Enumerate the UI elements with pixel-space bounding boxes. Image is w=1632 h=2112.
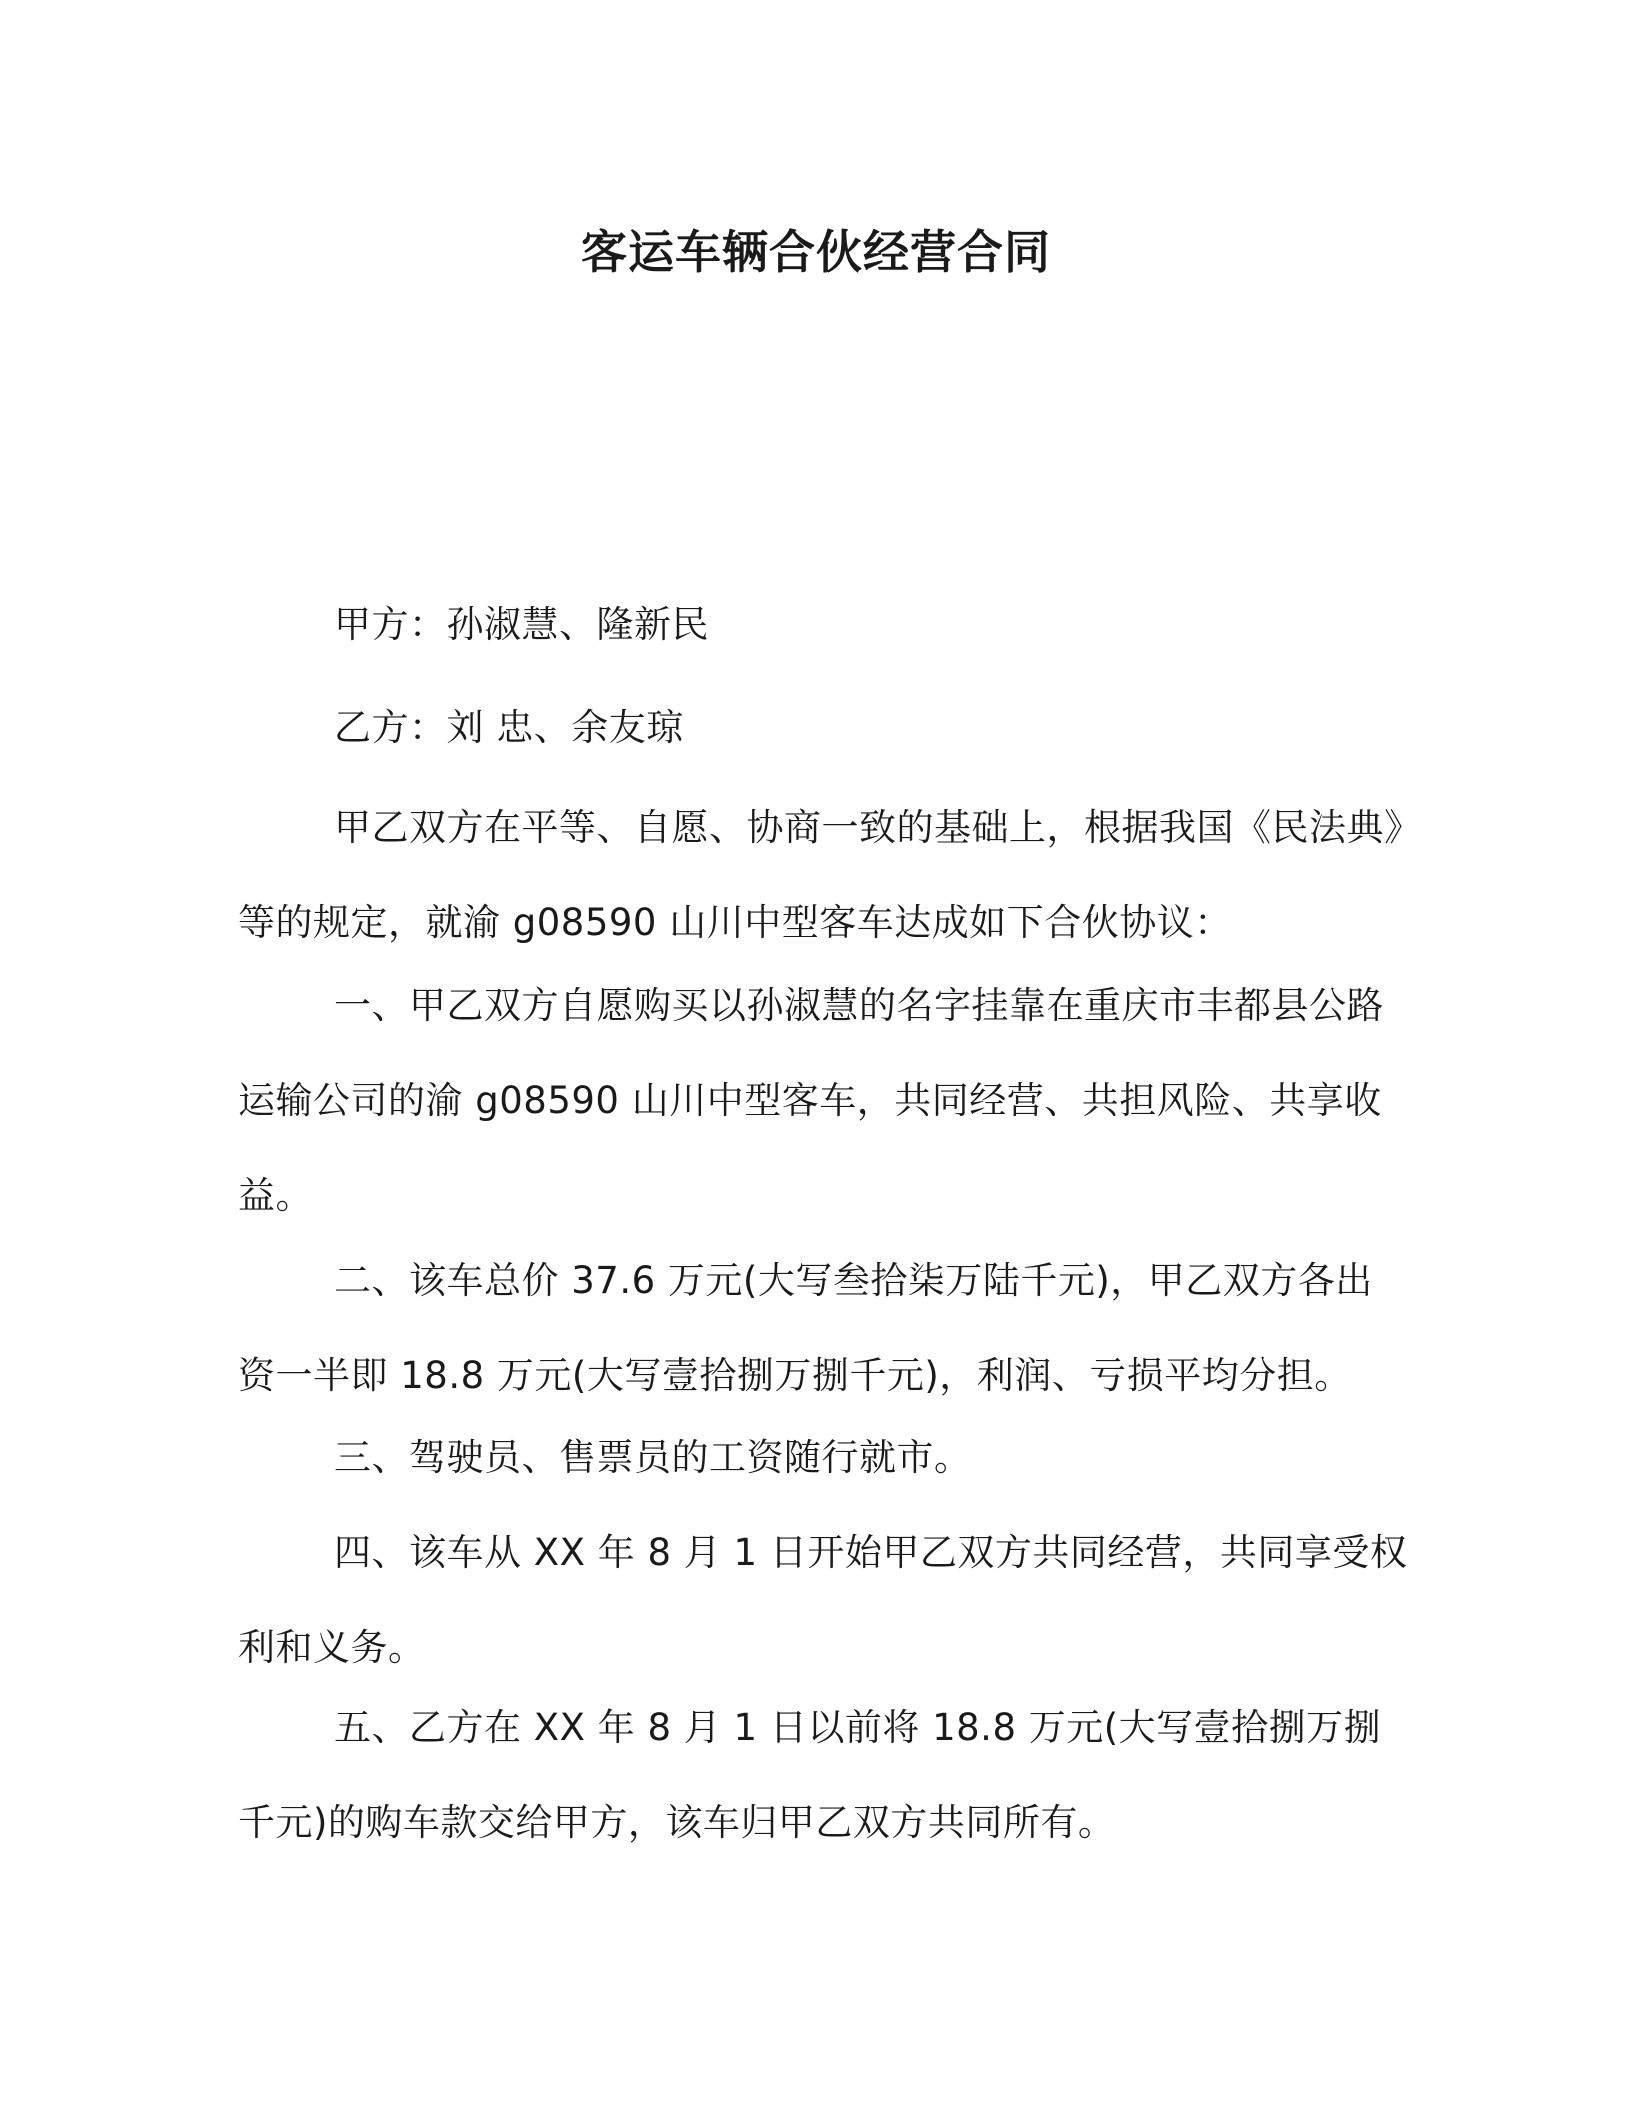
party-a-line: 甲方：孙淑慧、隆新民 [334, 603, 709, 646]
document-title: 客运车辆合伙经营合同 [581, 225, 1051, 279]
article-3: 三、驾驶员、售票员的工资随行就市。 [334, 1436, 972, 1479]
article-1: 一、甲乙双方自愿购买以孙淑慧的名字挂靠在重庆市丰都县公路运输公司的渝 g08590 山川中型客车，共同经营、共担风险、共享收益。 [238, 984, 1384, 1217]
article-2: 二、该车总价 37.6 万元(大写叁拾柒万陆千元)，甲乙双方各出资一半即 18.8 万元(大写壹拾捌万捌千元)，利润、亏损平均分担。 [238, 1259, 1373, 1397]
article-5: 五、乙方在 XX 年 8 月 1 日以前将 18.8 万元(大写壹拾捌万捌千元)的购车款交给甲方，该车归甲乙双方共同所有。 [238, 1706, 1382, 1844]
party-b-line: 乙方：刘 忠、余友琼 [334, 706, 684, 749]
intro-paragraph: 甲乙双方在平等、自愿、协商一致的基础上，根据我国《民法典》等的规定，就渝 g08590 山川中型客车达成如下合伙协议： [238, 806, 1403, 944]
article-4: 四、该车从 XX 年 8 月 1 日开始甲乙双方共同经营，共同享受权利和义务。 [238, 1531, 1408, 1669]
